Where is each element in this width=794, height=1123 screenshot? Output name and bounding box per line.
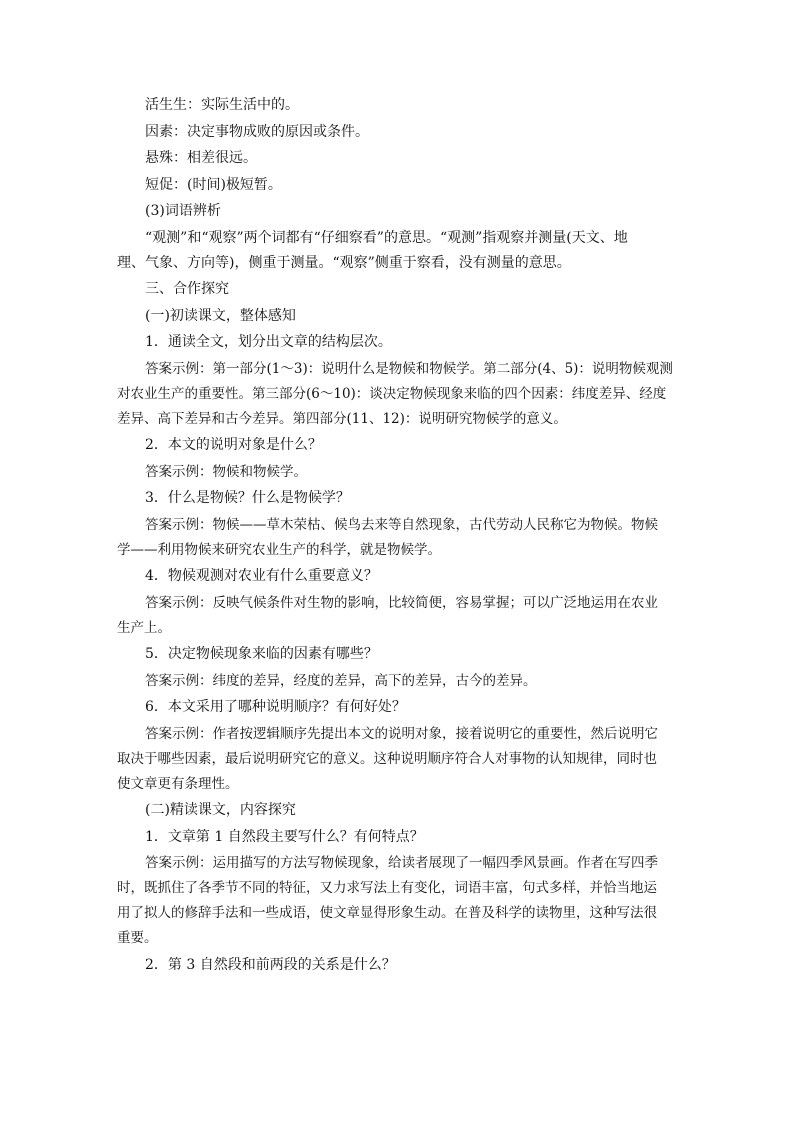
- answer-text: 对农业生产的重要性。第三部分(6～10)：谈决定物候现象来临的四个因素：纬度差异、经度: [117, 385, 667, 402]
- section-heading: 三、合作探究: [145, 281, 229, 297]
- question: 2．第 3 自然段和前两段的关系是什么？: [145, 956, 396, 973]
- glossary-item: 活生生：实际生活中的。: [145, 97, 299, 113]
- question: 2．本文的说明对象是什么？: [145, 437, 322, 453]
- word-analysis-heading: (3)词语辨析: [145, 203, 221, 219]
- question: 3．什么是物候？什么是物候学？: [145, 490, 350, 506]
- question: 1．文章第 1 自然段主要写什么？有何特点？: [145, 828, 424, 845]
- word-analysis-text: “观测”和“观察”两个词都有“仔细察看”的意思。“观测”指观察并测量(天文、地: [145, 229, 628, 246]
- document-body: [117, 93, 677, 978]
- answer-text: 取决于哪些因素，最后说明研究它的意义。这种说明顺序符合人对事物的认知规律，同时也: [117, 750, 657, 767]
- answer-text: 时，既抓住了各季节不同的特征，又力求写法上有变化，词语丰富，句式多样，并恰当地运: [117, 880, 657, 896]
- answer-text: 重要。: [117, 930, 158, 946]
- answer-text: 学——利用物候来研究农业生产的科学，就是物候学。: [117, 541, 441, 558]
- subsection-heading: (二)精读课文，内容探究: [145, 802, 296, 818]
- answer-text: 答案示例：反映气候条件对生物的影响，比较简便，容易掌握；可以广泛地运用在农业: [145, 594, 658, 611]
- answer-text: 使文章更有条理性。: [117, 775, 239, 792]
- answer-text: 答案示例：运用描写的方法写物候现象，给读者展现了一幅四季风景画。作者在写四季: [145, 855, 658, 871]
- answer-text: 答案示例：纬度的差异，经度的差异，高下的差异，古今的差异。: [145, 672, 537, 689]
- question: 1．通读全文，划分出文章的结构层次。: [145, 334, 392, 350]
- answer-text: 生产上。: [117, 619, 171, 636]
- glossary-item: 短促：(时间)极短暂。: [145, 176, 282, 193]
- question: 5．决定物候现象来临的因素有哪些？: [145, 646, 378, 662]
- subsection-heading: (一)初读课文，整体感知: [145, 307, 296, 324]
- glossary-item: 悬殊：相差很远。: [145, 150, 257, 166]
- answer-text: 答案示例：物候和物候学。: [145, 463, 307, 480]
- answer-text: 差异、高下差异和古今差异。第四部分(11、12)：说明研究物候学的意义。: [117, 410, 567, 427]
- answer-text: 答案示例：作者按逻辑顺序先提出本文的说明对象，接着说明它的重要性，然后说明它: [145, 725, 658, 742]
- answer-text: 答案示例：物候——草木荣枯、候鸟去来等自然现象，古代劳动人民称它为物候。物候: [145, 516, 658, 533]
- question: 4．物候观测对农业有什么重要意义？: [145, 568, 378, 584]
- answer-text: 用了拟人的修辞手法和一些成语，使文章显得形象生动。在普及科学的读物里，这种写法很: [117, 905, 657, 921]
- answer-text: 答案示例：第一部分(1～3)：说明什么是物候和物候学。第二部分(4、5)：说明物候观测: [145, 360, 673, 377]
- question: 6．本文采用了哪种说明顺序？有何好处？: [145, 699, 406, 715]
- glossary-item: 因素：决定事物成败的原因或条件。: [145, 123, 369, 140]
- word-analysis-text: 理、气象、方向等)，侧重于测量。“观察”侧重于察看，没有测量的意思。: [117, 254, 571, 271]
